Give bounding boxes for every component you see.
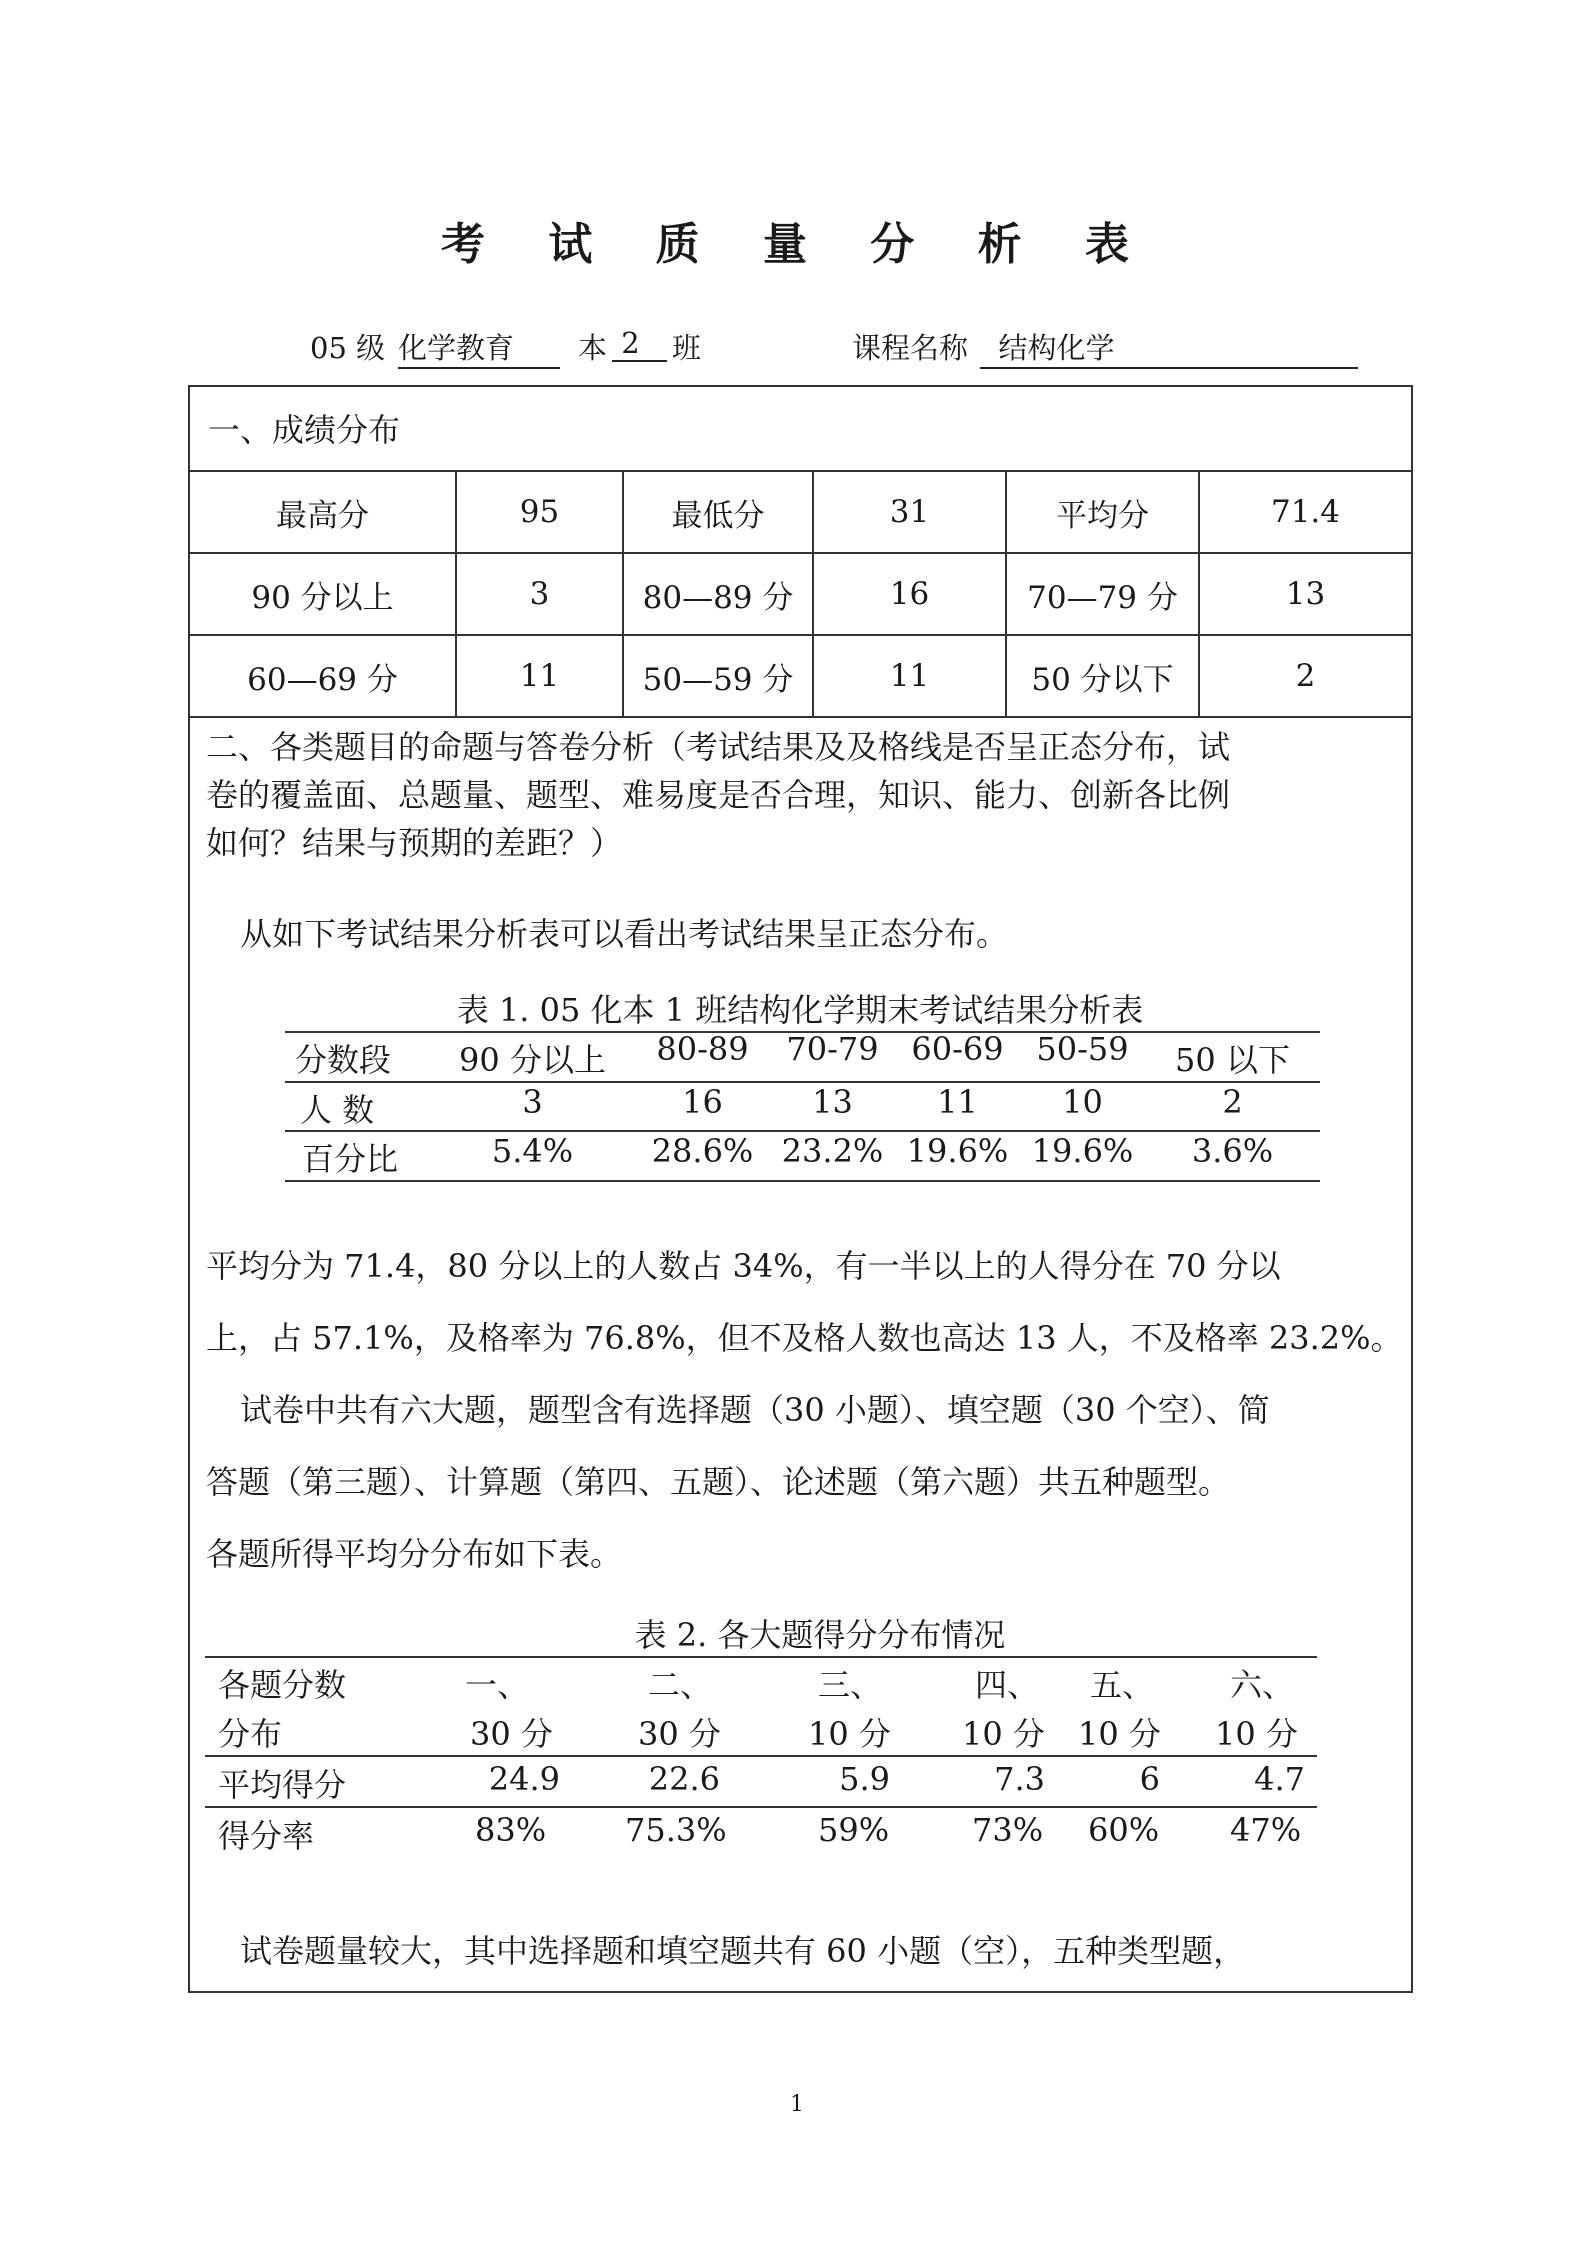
analysis-paragraph-line: 答题（第三题）、计算题（第四、五题）、论述题（第六题）共五种题型。 [206,1463,1231,1501]
table2-rule [205,1656,1317,1658]
table2-cell: 7.3 [994,1760,1045,1798]
score-value-cell: 11 [889,658,930,694]
table2-cell: 59% [818,1811,890,1849]
table1-row-label: 人 数 [300,1091,375,1129]
score-label-cell: 60—69 分 [247,661,398,698]
table1-cell: 3.6% [1191,1132,1274,1170]
class-info-line [0,322,1594,372]
score-value-cell: 71.4 [1270,494,1341,530]
table1-rule [285,1180,1320,1182]
table2-rule [205,1806,1317,1808]
table1-header-cell: 70-79 [786,1030,879,1068]
score-value-cell: 11 [519,658,560,694]
table1-header-cell: 80-89 [656,1030,749,1068]
table1-cell: 13 [812,1083,853,1121]
score-value-cell: 31 [889,494,930,530]
analysis-paragraph-line: 各题所得平均分分布如下表。 [206,1535,623,1573]
section2-title-line: 如何？结果与预期的差距？） [206,824,623,862]
table2-header-cell: 各题分数 [218,1666,347,1704]
analysis-paragraph-line: 平均分为 71.4，80 分以上的人数占 34%，有一半以上的人得分在 70 分以 [206,1247,1281,1285]
table1-cell: 3 [522,1083,543,1121]
analysis-paragraph-line: 试卷题量较大，其中选择题和填空题共有 60 小题（空），五种类型题， [240,1932,1246,1970]
section1-title: 一、成绩分布 [208,411,401,449]
course-name: 结构化学 [980,326,1358,369]
table2-header-cell: 10 分 [962,1715,1045,1753]
table1-cell: 16 [682,1083,723,1121]
table2-header-cell: 10 分 [1078,1715,1161,1753]
score-label-cell: 最高分 [276,497,369,534]
table2-cell: 5.9 [839,1760,890,1798]
table1-cell: 19.6% [906,1132,1009,1170]
table2-cell: 47% [1230,1811,1302,1849]
table2-header-cell: 分布 [218,1715,283,1753]
table2-row-label: 得分率 [218,1817,315,1855]
table1-header-cell: 50-59 [1036,1030,1129,1068]
table1-caption: 表 1. 05 化本 1 班结构化学期末考试结果分析表 [456,991,1144,1029]
section2-title-line: 二、各类题目的命题与答卷分析（考试结果及及格线是否呈正态分布，试 [206,728,1231,766]
table2-header-cell: 一、 [465,1666,530,1704]
table2-cell: 73% [972,1811,1044,1849]
score-label-cell: 90 分以上 [251,579,394,616]
course-label: 课程名称 [852,331,969,365]
table2-cell: 83% [475,1811,547,1849]
table2-caption: 表 2. 各大题得分分布情况 [634,1616,1006,1654]
major-value: 化学教育 [398,326,560,369]
score-label-cell: 50—59 分 [642,661,794,698]
section2-title-line: 卷的覆盖面、总题量、题型、难易度是否合理，知识、能力、创新各比例 [206,776,1231,814]
table2-rule [205,1755,1317,1757]
table1-cell: 11 [937,1083,978,1121]
analysis-paragraph-line: 试卷中共有六大题，题型含有选择题（30 小题）、填空题（30 个空）、简 [240,1391,1270,1429]
table2-cell: 22.6 [648,1760,720,1798]
class-number: 2 [612,326,667,362]
table1-cell: 23.2% [781,1132,884,1170]
table1-header-cell: 分数段 [295,1041,392,1079]
page-title: 考 试 质 量 分 析 表 [441,219,1153,270]
table2-header-cell: 五、 [1090,1666,1155,1704]
score-label-cell: 70—79 分 [1027,579,1178,616]
table2-row-label: 平均得分 [218,1766,347,1804]
table1-cell: 19.6% [1031,1132,1134,1170]
table2-header-cell: 10 分 [808,1715,891,1753]
table2-cell: 4.7 [1254,1760,1305,1798]
score-value-cell: 2 [1295,658,1316,694]
table1-header-cell: 50 以下 [1175,1041,1290,1079]
analysis-paragraph-line: 上，占 57.1%，及格率为 76.8%，但不及格人数也高达 13 人，不及格率 23.2%。 [206,1319,1403,1357]
table2-header-cell: 10 分 [1215,1715,1298,1753]
table1-header-cell: 90 分以上 [459,1041,606,1079]
intro-sentence: 从如下考试结果分析表可以看出考试结果呈正态分布。 [240,915,1009,953]
score-label-cell: 80—89 分 [642,579,794,616]
table2-cell: 6 [1139,1760,1160,1798]
table2-cell: 75.3% [625,1811,727,1849]
table1-row-label: 百分比 [302,1140,399,1178]
page-number: 1 [790,2092,804,2117]
table1-cell: 10 [1062,1083,1103,1121]
table2-header-cell: 30 分 [638,1715,721,1753]
grade-label: 05 级 [310,331,386,365]
table2-header-cell: 二、 [648,1666,713,1704]
table1-cell: 5.4% [491,1132,574,1170]
score-label-cell: 最低分 [671,497,765,534]
table1-cell: 2 [1222,1083,1243,1121]
table2-cell: 60% [1088,1811,1160,1849]
table2-header-cell: 四、 [975,1666,1040,1704]
table1-cell: 28.6% [651,1132,754,1170]
ban-label: 班 [672,331,702,365]
table2-header-cell: 30 分 [470,1715,553,1753]
table2-header-cell: 六、 [1230,1666,1295,1704]
score-value-cell: 95 [519,494,560,530]
table1-header-cell: 60-69 [911,1030,1004,1068]
score-value-cell: 3 [529,576,550,612]
score-value-cell: 13 [1285,576,1326,612]
table2-cell: 24.9 [488,1760,560,1798]
score-value-cell: 16 [889,576,930,612]
score-label-cell: 50 分以下 [1031,661,1174,698]
table2-header-cell: 三、 [818,1666,883,1704]
score-label-cell: 平均分 [1056,497,1149,534]
ben-label: 本 [578,331,608,365]
